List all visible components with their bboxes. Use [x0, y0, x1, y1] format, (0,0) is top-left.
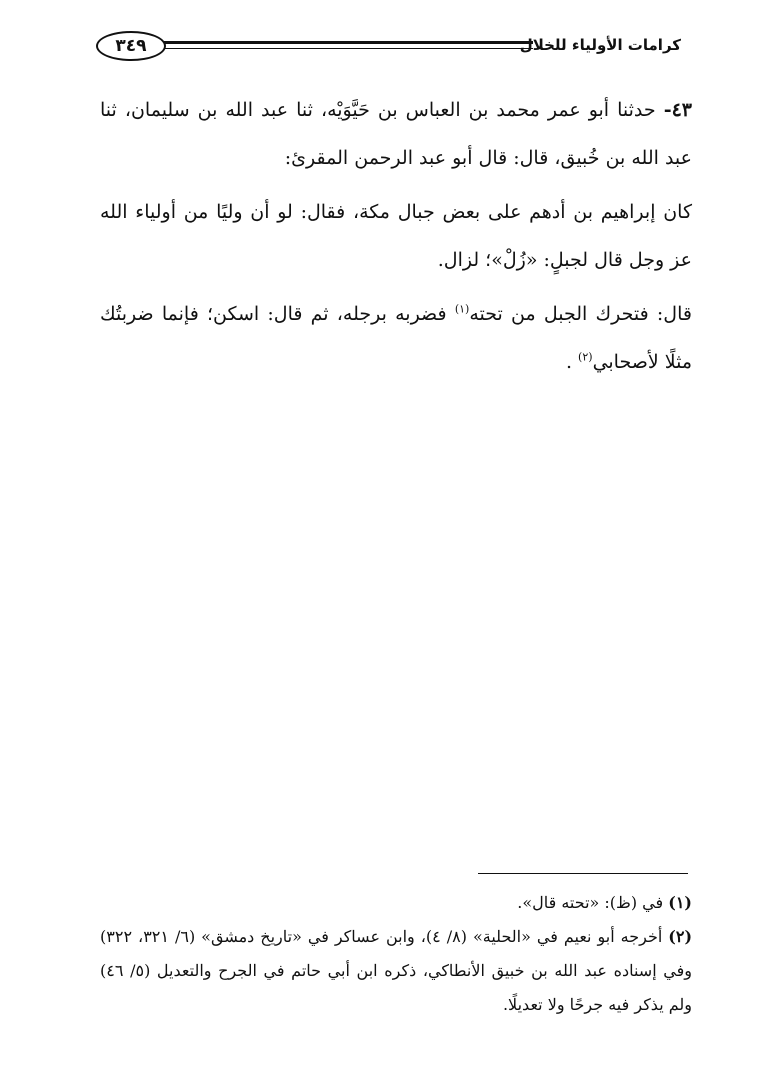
footnote-text: أخرجه أبو نعيم في «الحلية» (٨/ ٤)، وابن عساكر في «تاريخ دمشق» (٦/ ٣٢١، ٣٢٢) وفي إسناده عبد الله بن خبيق الأنطاكي، ذكره ابن أبي حاتم في الجرح والتعديل (٥/ ٤٦) ولم يذكر فيه جرحًا ولا تعديلًا. [100, 927, 692, 1014]
footnotes [100, 886, 692, 1022]
header-rule [164, 41, 533, 49]
paragraph-text-c: . [565, 351, 579, 373]
main-text [100, 86, 692, 392]
footnote-divider [478, 873, 688, 874]
book-title: كرامات الأولياء للخلال [519, 36, 681, 54]
paragraph-43 [100, 86, 692, 182]
footnote-1 [100, 886, 692, 920]
footnote-ref-2[interactable]: (٢) [578, 350, 593, 364]
page-number: ٣٤٩ [96, 31, 166, 61]
running-header [96, 28, 681, 68]
footnote-ref-1[interactable]: (١) [454, 302, 470, 316]
footnote-text: في (ظ): «تحته قال». [517, 893, 664, 912]
paragraph-text: حدثنا أبو عمر محمد بن العباس بن حَيَّوَيْه، ثنا عبد الله بن سليمان، ثنا عبد الله بن خُبيق، قال: قال أبو عبد الرحمن المقرئ: [100, 99, 692, 169]
paragraph-number: ٤٣- [663, 99, 693, 121]
paragraph-2 [100, 188, 692, 284]
footnote-2 [100, 920, 692, 1022]
paragraph-3 [100, 290, 692, 386]
footnote-number: (١) [668, 893, 692, 912]
paragraph-text-b: فضربه برجله، ثم قال: اسكن؛ فإنما ضربتُك مثلًا لأصحابي [100, 303, 692, 373]
paragraph-text: كان إبراهيم بن أدهم على بعض جبال مكة، فقال: لو أن وليًا من أولياء الله عز وجل قال لجبلٍ: «زُلْ»؛ لزال. [100, 201, 692, 271]
footnote-number: (٢) [668, 927, 693, 946]
paragraph-text-a: قال: فتحرك الجبل من تحته [469, 303, 692, 325]
